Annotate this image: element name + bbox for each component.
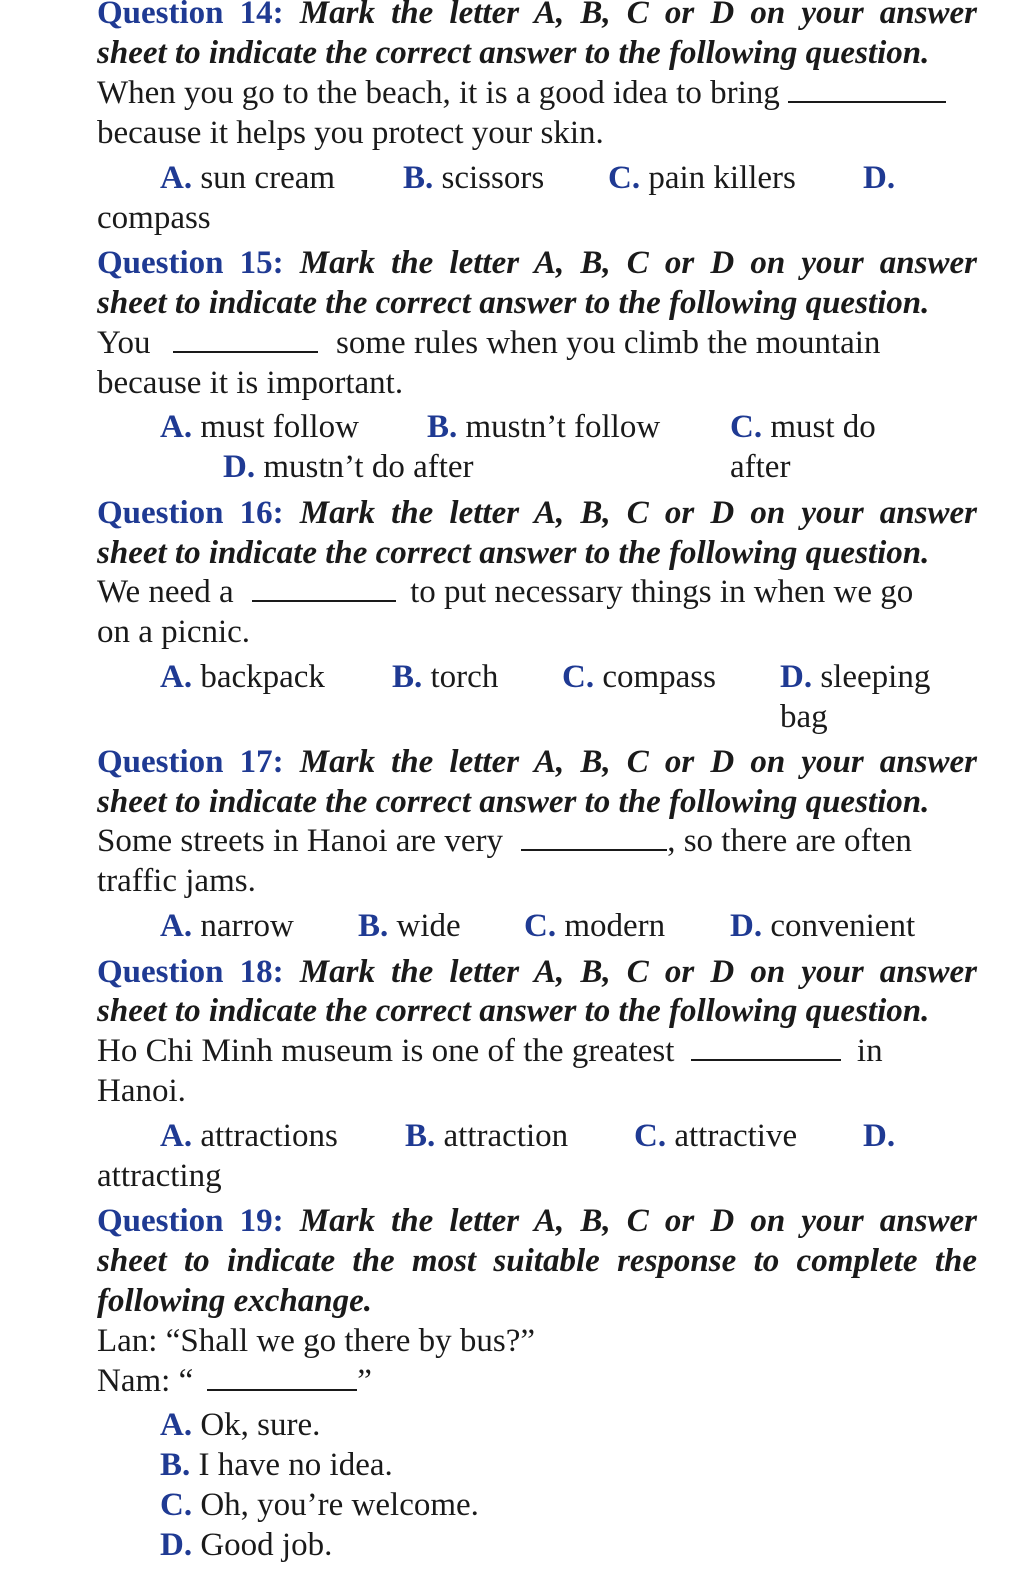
option-text: I have no idea.: [198, 1447, 393, 1483]
q19-option-b[interactable]: [160, 1445, 393, 1485]
q14-option-b[interactable]: [403, 158, 544, 198]
q18-stem-a: Ho Chi Minh museum is one of the greatest: [97, 1033, 675, 1069]
option-text: Oh, you’re welcome.: [200, 1487, 479, 1523]
option-text: sun cream: [200, 160, 336, 196]
q14-stem-line1: [97, 73, 946, 113]
q15-stem-a: You: [97, 325, 151, 361]
option-text: must do after: [730, 409, 876, 485]
q15-stem-line2: because it is important.: [97, 365, 404, 401]
q16-option-a[interactable]: [160, 657, 325, 697]
q19-option-d[interactable]: [160, 1525, 332, 1565]
q18-blank: [691, 1031, 841, 1061]
q14-header: [97, 0, 977, 33]
q15-blank: [173, 323, 318, 353]
q19-nam-b: ”: [357, 1363, 372, 1399]
q15-option-c[interactable]: [730, 407, 940, 487]
option-text: scissors: [441, 160, 545, 196]
q18-stem-b: in: [856, 1033, 883, 1069]
q17-option-b[interactable]: [358, 906, 461, 946]
option-letter: D.: [863, 1118, 896, 1154]
q14-option-d-letter[interactable]: [863, 158, 895, 198]
q18-stem-line1: [97, 1031, 883, 1071]
option-letter: C.: [730, 409, 763, 445]
option-letter: C.: [634, 1118, 667, 1154]
q19-option-a[interactable]: [160, 1405, 320, 1445]
option-text: Ok, sure.: [200, 1407, 321, 1443]
q16-instruction-line2: sheet to indicate the correct answer to the following question.: [97, 535, 930, 571]
option-letter: B.: [403, 160, 434, 196]
q19-nam-a: Nam: “: [97, 1363, 194, 1399]
option-text: pain killers: [648, 160, 796, 196]
q14-stem-a: When you go to the beach, it is a good idea to bring: [97, 75, 780, 111]
option-text: wide: [396, 908, 461, 944]
q17-option-d[interactable]: [730, 906, 915, 946]
q18-instruction-line1: Mark the letter A, B, C or D on your answer: [299, 954, 978, 990]
option-text: narrow: [200, 908, 294, 944]
q14-label: Question 14:: [97, 0, 284, 31]
q17-stem-b: , so there are often: [667, 823, 912, 859]
q14-stem-line2: because it helps you protect your skin.: [97, 115, 604, 151]
option-letter: B.: [358, 908, 389, 944]
option-letter: A.: [160, 1118, 193, 1154]
option-text: attraction: [443, 1118, 569, 1154]
q19-header: [97, 1201, 977, 1241]
option-letter: B.: [392, 659, 423, 695]
option-letter: A.: [160, 409, 193, 445]
q16-instruction-line1: Mark the letter A, B, C or D on your answer: [299, 495, 978, 531]
q19-instruction-line3: following exchange.: [97, 1283, 373, 1319]
q19-instruction-line2: sheet to indicate the most suitable response to complete the: [97, 1243, 977, 1279]
q16-stem-b: to put necessary things in when we go: [410, 574, 914, 610]
option-letter: A.: [160, 1407, 193, 1443]
q19-blank: [207, 1361, 357, 1391]
q17-stem-a: Some streets in Hanoi are very: [97, 823, 503, 859]
q17-option-c[interactable]: [524, 906, 665, 946]
q15-label: Question 15:: [97, 245, 284, 281]
option-text: mustn’t do after: [263, 449, 474, 485]
option-letter: D.: [223, 449, 256, 485]
q15-option-a[interactable]: [160, 407, 359, 447]
q14-instruction-line1: Mark the letter A, B, C or D on your answer: [299, 0, 978, 31]
option-text: attractions: [200, 1118, 338, 1154]
option-text: Good job.: [200, 1527, 333, 1563]
q17-option-a[interactable]: [160, 906, 294, 946]
q17-blank: [521, 821, 667, 851]
q16-stem-line2: on a picnic.: [97, 614, 251, 650]
q16-option-c[interactable]: [562, 657, 716, 697]
option-letter: A.: [160, 659, 193, 695]
option-text: mustn’t follow: [465, 409, 661, 445]
q16-blank: [252, 572, 396, 602]
q19-nam-line: [97, 1361, 372, 1401]
q18-label: Question 18:: [97, 954, 284, 990]
option-letter: B.: [427, 409, 458, 445]
q17-instruction-line2: sheet to indicate the correct answer to the following question.: [97, 784, 930, 820]
q19-instruction-line1: Mark the letter A, B, C or D on your answer: [299, 1203, 978, 1239]
q18-instruction-line2: sheet to indicate the correct answer to the following question.: [97, 993, 930, 1029]
q15-option-d[interactable]: [223, 447, 474, 487]
option-letter: C.: [160, 1487, 193, 1523]
q14-option-c[interactable]: [608, 158, 796, 198]
option-letter: B.: [405, 1118, 436, 1154]
option-text: torch: [430, 659, 499, 695]
option-text: modern: [564, 908, 666, 944]
q17-label: Question 17:: [97, 744, 284, 780]
q15-instruction-line1: Mark the letter A, B, C or D on your answer: [299, 245, 978, 281]
q18-stem-line2: Hanoi.: [97, 1073, 186, 1109]
q15-instruction-line2: sheet to indicate the correct answer to the following question.: [97, 285, 930, 321]
option-text: convenient: [770, 908, 916, 944]
q17-header: [97, 742, 977, 782]
q14-instruction-line2: sheet to indicate the correct answer to the following question.: [97, 35, 930, 71]
q18-option-a[interactable]: [160, 1116, 338, 1156]
option-letter: A.: [160, 160, 193, 196]
q16-stem-line1: [97, 572, 913, 612]
q17-instruction-line1: Mark the letter A, B, C or D on your answer: [299, 744, 978, 780]
q18-header: [97, 952, 977, 992]
q18-option-b[interactable]: [405, 1116, 568, 1156]
q17-stem-line2: traffic jams.: [97, 863, 256, 899]
option-text: attractive: [674, 1118, 798, 1154]
option-letter: D.: [780, 659, 813, 695]
q16-stem-a: We need a: [97, 574, 234, 610]
option-letter: D.: [863, 160, 896, 196]
option-text: backpack: [200, 659, 325, 695]
q19-option-c[interactable]: [160, 1485, 479, 1525]
q14-option-d-text[interactable]: compass: [97, 200, 211, 236]
q14-option-a[interactable]: [160, 158, 335, 198]
q15-stem-line1: [97, 323, 880, 363]
q15-header: [97, 243, 977, 283]
option-letter: D.: [730, 908, 763, 944]
option-letter: C.: [608, 160, 641, 196]
q18-option-c[interactable]: [634, 1116, 797, 1156]
q16-header: [97, 493, 977, 533]
q19-label: Question 19:: [97, 1203, 284, 1239]
q15-stem-b: some rules when you climb the mountain: [336, 325, 881, 361]
option-letter: C.: [524, 908, 557, 944]
option-letter: B.: [160, 1447, 191, 1483]
q16-option-b[interactable]: [392, 657, 498, 697]
q15-option-b[interactable]: [427, 407, 660, 447]
option-text: compass: [602, 659, 716, 695]
q17-stem-line1: [97, 821, 912, 861]
q19-lan-line: Lan: “Shall we go there by bus?”: [97, 1323, 536, 1359]
option-text: sleeping bag: [780, 659, 931, 735]
option-text: must follow: [200, 409, 359, 445]
option-letter: D.: [160, 1527, 193, 1563]
option-letter: A.: [160, 908, 193, 944]
q16-option-d[interactable]: [780, 657, 960, 737]
q14-blank: [788, 73, 946, 103]
option-letter: C.: [562, 659, 595, 695]
q16-label: Question 16:: [97, 495, 284, 531]
q18-option-d-text[interactable]: attracting: [97, 1158, 222, 1194]
q18-option-d-letter[interactable]: [863, 1116, 895, 1156]
